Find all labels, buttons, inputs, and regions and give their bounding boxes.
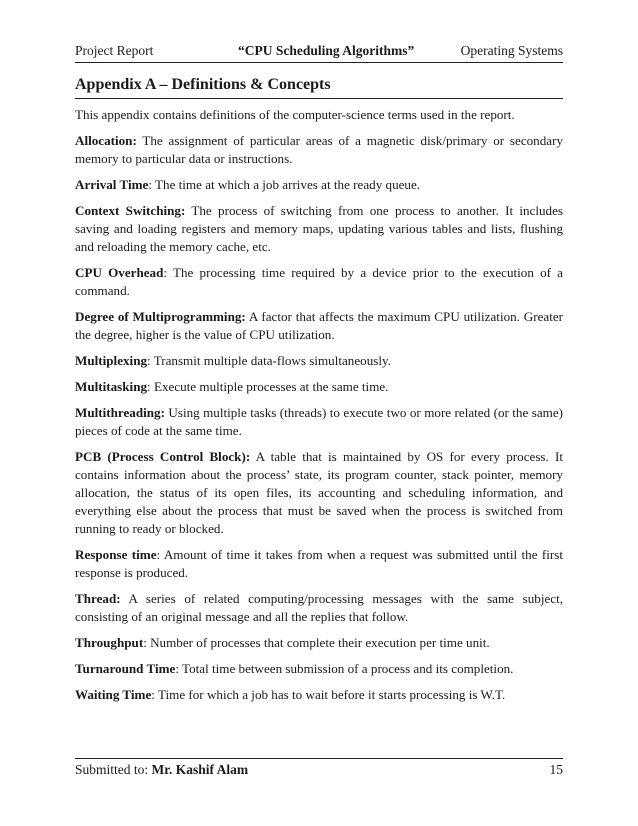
definition-term: Multitasking [75,379,148,394]
definition-text: Using multiple tasks (threads) to execute two or more related (or the same) pieces of code at the same time. [75,405,563,438]
definition-item [75,132,563,168]
definition-item [75,448,563,538]
definition-item [75,404,563,440]
definition-item [75,308,563,344]
definition-text: A factor that affects the maximum CPU utilization. Greater the degree, higher is the value of CPU utilization. [75,309,563,342]
definition-text: : The time at which a job arrives at the ready queue. [148,177,421,192]
definition-term: CPU Overhead [75,265,164,280]
definition-item [75,634,563,652]
definition-text: A table that is maintained by OS for every process. It contains information about the process’ state, its program counter, stack pointer, memory allocation, the status of its open files, its accounting and scheduling information, and everything else about the process that must be saved when the process is switched from running to ready or blocked. [75,449,563,536]
definition-item [75,686,563,704]
definition-term: Response time [75,547,157,562]
page-header [75,42,563,63]
definitions-body [75,106,563,712]
definition-text: : Time for which a job has to wait before it starts processing is W.T. [151,687,506,702]
definition-text: : Amount of time it takes from when a request was submitted until the first response is produced. [75,547,564,580]
definition-item [75,378,563,396]
page-number: 15 [549,762,563,777]
definition-term: PCB (Process Control Block): [75,449,251,464]
definition-text: The assignment of particular areas of a magnetic disk/primary or secondary memory to particular data or instructions. [75,133,563,166]
definition-term: Degree of Multiprogramming: [75,309,246,324]
definition-text: : Transmit multiple data-flows simultaneously. [147,353,391,368]
header-subject: Operating Systems [460,43,563,58]
definition-term: Turnaround Time [75,661,176,676]
definition-text: : Total time between submission of a process and its completion. [175,661,514,676]
definition-item [75,352,563,370]
definition-term: Context Switching: [75,203,186,218]
definition-term: Allocation: [75,133,137,148]
definition-item [75,264,563,300]
header-project-report: Project Report [75,43,154,58]
intro-paragraph: This appendix contains definitions of the computer-science terms used in the report. [75,107,515,122]
submitted-label: Submitted to: [75,762,152,777]
definition-text: A series of related computing/processing messages with the same subject, consisting of an original message and all the replies that follow. [75,591,563,624]
submitted-name: Mr. Kashif Alam [151,762,249,777]
header-report-title: “CPU Scheduling Algorithms” [238,43,415,58]
definition-term: Multiplexing [75,353,148,368]
definition-term: Multithreading: [75,405,165,420]
definition-item [75,176,563,194]
definition-term: Thread: [75,591,121,606]
footer-submitted-to [75,761,248,779]
definition-item [75,660,563,678]
definition-text: : Execute multiple processes at the same time. [147,379,389,394]
definition-item [75,202,563,256]
page-footer [75,758,563,781]
definition-text: : Number of processes that complete their execution per time unit. [143,635,490,650]
definition-term: Waiting Time [75,687,152,702]
definition-text: The process of switching from one process to another. It includes saving and loading registers and memory maps, updating various tables and lists, flushing and reloading the memory cache, etc. [75,203,564,254]
section-title: Appendix A – Definitions & Concepts [75,75,563,99]
definition-term: Arrival Time [75,177,149,192]
definition-item [75,546,563,582]
definition-text: : The processing time required by a device prior to the execution of a command. [75,265,563,298]
definition-item [75,590,563,626]
definition-term: Throughput [75,635,144,650]
